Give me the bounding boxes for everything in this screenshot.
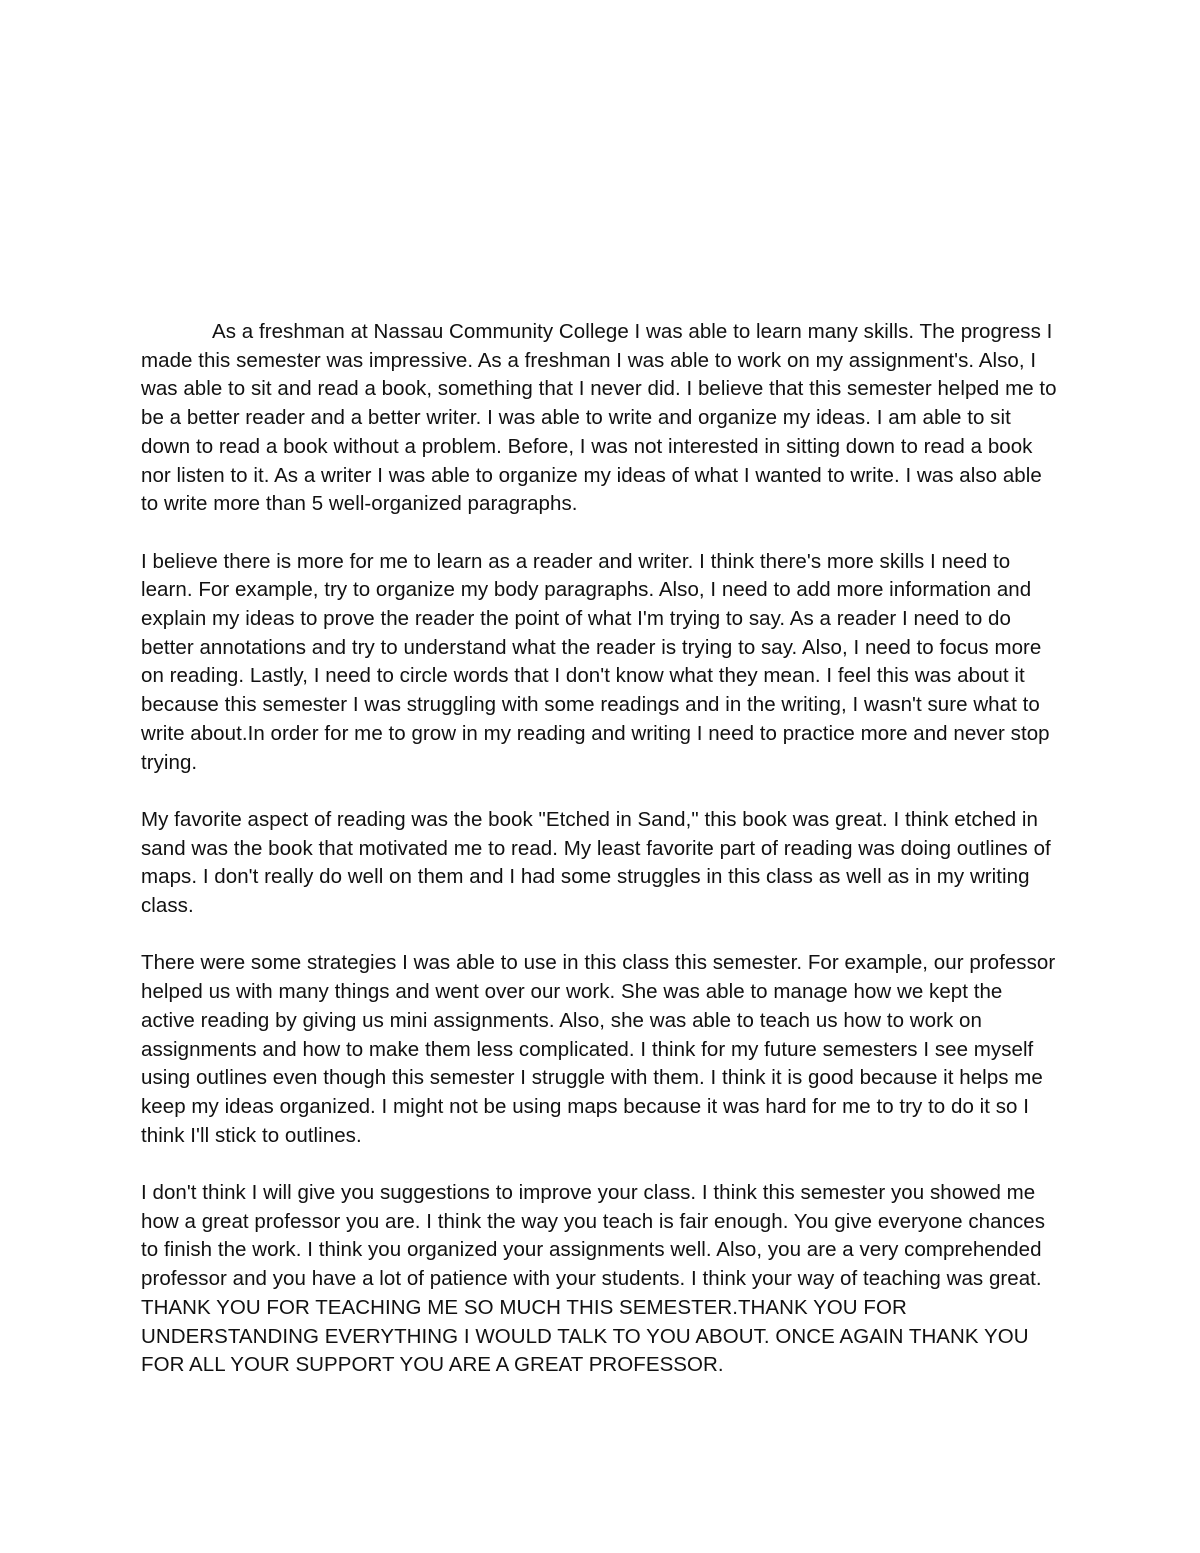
paragraph-5: I don't think I will give you suggestions to improve your class. I think this semester you showed me how a great professor you are. I think the way you teach is fair enough. You give everyone chances to finish the work. I think you organized your assignments well. Also, you are a very comprehended professor and you have a lot of patience with your students. I think your way of teaching was great. THANK YOU FOR TEACHING ME SO MUCH THIS SEMESTER.THANK YOU FOR UNDERSTANDING EVERYTHING I WOULD TALK TO YOU ABOUT. ONCE AGAIN THANK YOU FOR ALL YOUR SUPPORT YOU ARE A GREAT PROFESSOR. <box>141 1181 1046 1377</box>
document-body <box>141 318 1061 1380</box>
paragraph-3: My favorite aspect of reading was the book "Etched in Sand," this book was great. I think etched in sand was the book that motivated me to read. My least favorite part of reading was doing outlines of maps. I don't really do well on them and I had some struggles in this class as well as in my writing class. <box>141 807 1051 918</box>
paragraph-2: I believe there is more for me to learn as a reader and writer. I think there's more skills I need to learn. For example, try to organize my body paragraphs. Also, I need to add more information and explain my ideas to prove the reader the point of what I'm trying to say. As a reader I need to do better annotations and try to understand what the reader is trying to say. Also, I need to focus more on reading. Lastly, I need to circle words that I don't know what they mean. I feel this was about it because this semester I was struggling with some readings and in the writing, I wasn't sure what to write about.In order for me to grow in my reading and writing I need to practice more and never stop trying. <box>141 549 1050 774</box>
paragraph-4: There were some strategies I was able to use in this class this semester. For example, our professor helped us with many things and went over our work. She was able to manage how we kept the active reading by giving us mini assignments. Also, she was able to teach us how to work on assignments and how to make them less complicated. I think for my future semesters I see myself using outlines even though this semester I struggle with them. I think it is good because it helps me keep my ideas organized. I might not be using maps because it was hard for me to try to do it so I think I'll stick to outlines. <box>141 951 1056 1147</box>
paragraph-1: As a freshman at Nassau Community College I was able to learn many skills. The progress I made this semester was impressive. As a freshman I was able to work on my assignment's. Also, I was able to sit and read a book, something that I never did. I believe that this semester helped me to be a better reader and a better writer. I was able to write and organize my ideas. I am able to sit down to read a book without a problem. Before, I was not interested in sitting down to read a book nor listen to it. As a writer I was able to organize my ideas of what I wanted to write. I was also able to write more than 5 well-organized paragraphs. <box>141 320 1057 516</box>
